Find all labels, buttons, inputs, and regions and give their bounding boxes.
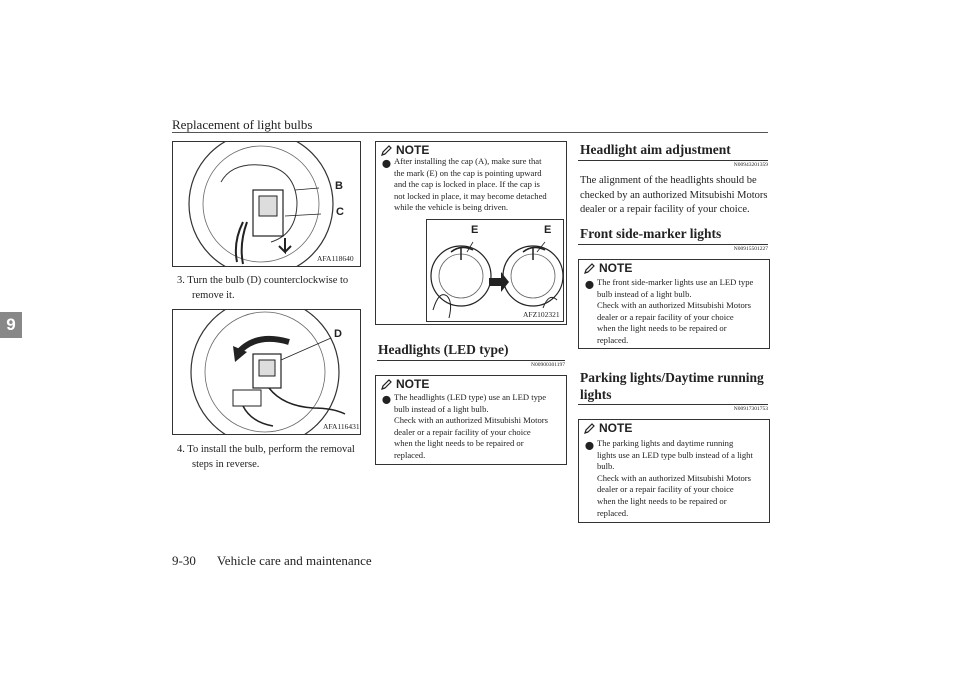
- header-rule: [172, 132, 768, 133]
- step-4: [177, 442, 361, 472]
- section-ref-code: N00917301753: [733, 406, 768, 412]
- figure-label-b: B: [335, 180, 343, 192]
- page-header-title: Replacement of light bulbs: [172, 117, 313, 132]
- page-number: 9-30: [172, 553, 196, 568]
- cap-alignment-illustration: [427, 220, 563, 321]
- body-text: The alignment of the headlights should be checked by an authorized Mitsubishi Motors dealer or a repair facility of your choice.: [580, 175, 768, 215]
- note-label: NOTE: [380, 377, 429, 391]
- section-rule: [578, 160, 768, 161]
- section-title: Parking lights/Daytime running lights: [580, 370, 764, 402]
- footer-section-title: Vehicle care and maintenance: [216, 553, 372, 568]
- section-title: Headlight aim adjustment: [580, 142, 731, 157]
- step-3-line1: 3. Turn the bulb (D) counterclockwise to: [177, 275, 349, 286]
- note-label: NOTE: [583, 261, 632, 275]
- section-rule: [578, 404, 768, 405]
- bulb-turn-illustration: [173, 310, 360, 434]
- section-title: Headlights (LED type): [378, 342, 509, 357]
- figure-label-e: E: [471, 224, 479, 236]
- note-label: NOTE: [583, 421, 632, 435]
- bullet-icon: ⬤: [585, 280, 594, 289]
- pencil-icon: [583, 422, 596, 435]
- note-box-cap: [375, 141, 567, 325]
- figure-code: AFZ102321: [523, 310, 560, 319]
- note-text: After installing the cap (A), make sure that the mark (E) on the cap is pointing upward and the cap is locked in place. If the cap is not locked in place, it may become detached while the vehicle is being driven.: [394, 156, 547, 213]
- chapter-tab[interactable]: 9: [0, 312, 22, 338]
- bullet-icon: ⬤: [382, 159, 391, 168]
- note-box-parking-lights: [578, 419, 770, 523]
- section-ref-code: N00915501227: [733, 246, 768, 252]
- note-text: The front side-marker lights use an LED type bulb instead of a light bulb. Check with an authorized Mitsubishi Motors dealer or a repair facility of your choice when the light needs to be repaired or replaced.: [597, 277, 754, 345]
- section-rule: [578, 244, 768, 245]
- note-label: NOTE: [380, 143, 429, 157]
- section-ref-code: N00900301197: [530, 362, 565, 368]
- step-4-line1: 4. To install the bulb, perform the removal: [177, 444, 355, 455]
- figure-bulb-removal-2: [172, 309, 361, 435]
- figure-label-d: D: [334, 328, 342, 340]
- figure-label-c: C: [336, 206, 344, 218]
- section-title: Front side-marker lights: [580, 226, 722, 241]
- note-box-side-marker: [578, 259, 770, 349]
- pencil-icon: [380, 144, 393, 157]
- bullet-icon: ⬤: [585, 441, 594, 450]
- section-rule: [377, 360, 565, 361]
- figure-bulb-removal-1: [172, 141, 361, 267]
- bulb-socket-illustration: [173, 142, 360, 266]
- pencil-icon: [380, 378, 393, 391]
- figure-code: AFA118640: [317, 254, 354, 263]
- step-3-line2: remove it.: [192, 290, 235, 301]
- figure-code: AFA116431: [323, 422, 360, 431]
- section-ref-code: N00943201359: [733, 162, 768, 168]
- step-4-line2: steps in reverse.: [192, 459, 260, 470]
- step-3: [177, 273, 361, 303]
- note-text: The headlights (LED type) use an LED type bulb instead of a light bulb. Check with an authorized Mitsubishi Motors dealer or a repair facility of your choice when the light needs to be repaired or replaced.: [394, 392, 548, 460]
- figure-label-e: E: [544, 224, 552, 236]
- pencil-icon: [583, 262, 596, 275]
- figure-cap-mark: [426, 219, 564, 322]
- bullet-icon: ⬤: [382, 395, 391, 404]
- note-box-led-headlights: [375, 375, 567, 465]
- note-text: The parking lights and daytime running lights use an LED type bulb instead of a light bulb. Check with an authorized Mitsubishi Motors dealer or a repair facility of your choice when the light needs to be repaired or replaced.: [597, 438, 753, 518]
- page-footer: [172, 553, 372, 569]
